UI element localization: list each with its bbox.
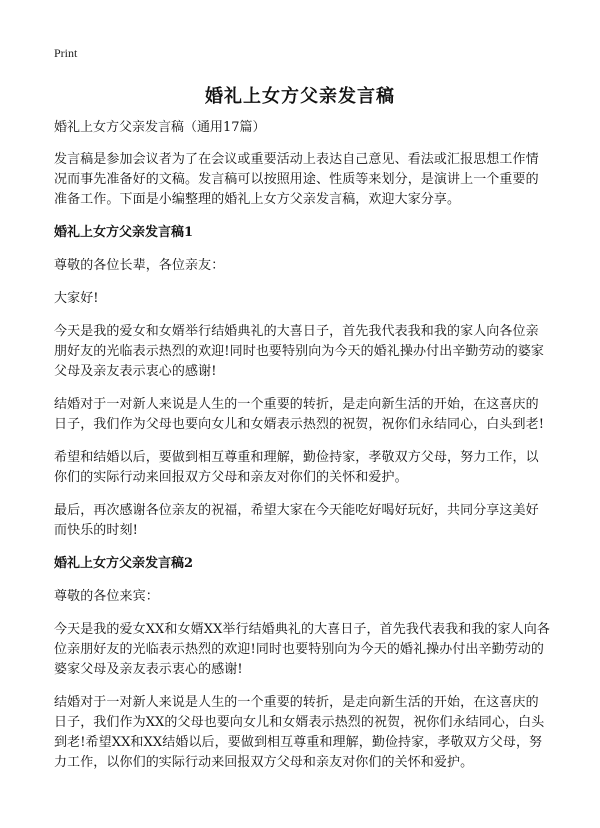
document-body: [54, 118, 550, 786]
section-2-paragraph: 结婚对于一对新人来说是人生的一个重要的转折，是走向新生活的开始，在这喜庆的日子，我们作为XX的父母也要向女儿和女婿表示热烈的祝贺，祝你们永结同心，白头到老!希望XX和XX结婚以后，要做到相互尊重和理解，勤俭持家，孝敬双方父母，努力工作，以你们的实际行动来回报双方父母和亲友对你们的关怀和爱护。: [54, 695, 545, 770]
section-1-paragraph: 尊敬的各位长辈，各位亲友：: [54, 258, 225, 273]
page-title: 婚礼上女方父亲发言稿: [205, 86, 395, 107]
section-heading-2: 婚礼上女方父亲发言稿2: [54, 556, 194, 571]
section-heading-1: 婚礼上女方父亲发言稿1: [54, 225, 194, 240]
section-1-paragraph: 最后，再次感谢各位亲友的祝福，希望大家在今天能吃好喝好玩好，共同分享这美好而快乐的时刻!: [54, 503, 539, 538]
section-2-paragraph: 今天是我的爱女XX和女婿XX举行结婚典礼的大喜日子，首先我代表我和我的家人向各位亲朋好友的光临表示热烈的欢迎!同时也要特别向为今天的婚礼操办付出辛勤劳动的婆家父母及亲友表示衷心的感谢!: [54, 622, 550, 677]
section-1-paragraph: 今天是我的爱女和女婿举行结婚典礼的大喜日子，首先我代表我和我的家人向各位亲朋好友的光临表示热烈的欢迎!同时也要特别向为今天的婚礼操办付出辛勤劳动的婆家父母及亲友表示衷心的感谢!: [54, 324, 545, 379]
document-subtitle: 婚礼上女方父亲发言稿（通用17篇）: [54, 120, 266, 135]
print-link[interactable]: Print: [54, 46, 78, 60]
section-1-paragraph: 大家好!: [54, 291, 99, 306]
section-1-paragraph: 结婚对于一对新人来说是人生的一个重要的转折，是走向新生活的开始，在这喜庆的日子，我们作为父母也要向女儿和女婿表示热烈的祝贺，祝你们永结同心，白头到老!: [54, 397, 545, 432]
intro-paragraph: 发言稿是参加会议者为了在会议或重要活动上表达自己意见、看法或汇报思想工作情况而事先准备好的文稿。发言稿可以按照用途、性质等来划分，是演讲上一个重要的准备工作。下面是小编整理的婚礼上女方父亲发言稿，欢迎大家分享。: [54, 152, 539, 207]
section-2-paragraph: 尊敬的各位来宾：: [54, 589, 159, 604]
section-1-paragraph: 希望和结婚以后，要做到相互尊重和理解，勤俭持家，孝敬双方父母，努力工作，以你们的实际行动来回报双方父母和亲友对你们的关怀和爱护。: [54, 450, 539, 485]
